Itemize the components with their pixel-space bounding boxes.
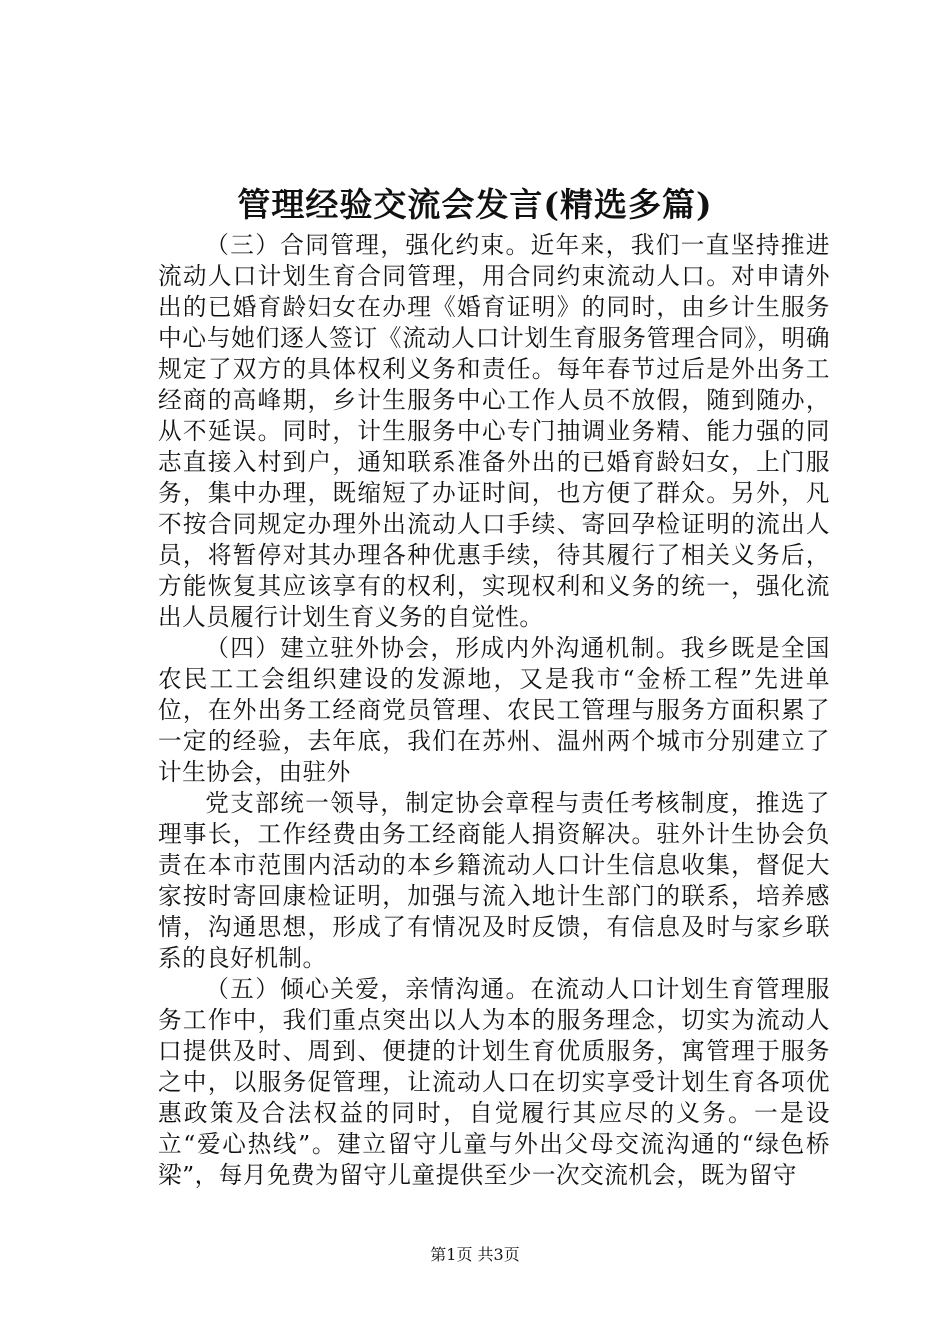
paragraph-care-communication: （五）倾心关爱，亲情沟通。在流动人口计划生育管理服务工作中，我们重点突出以人为本的服务理念，切实为流动人口提供及时、周到、便捷的计划生育优质服务，寓管理于服务之中，以服务促管理，让流动人口在切实享受计划生育各项优惠政策及合法权益的同时，自觉履行其应尽的义务。一是设立“爱心热线”。建立留守儿童与外出父母交流沟通的“绿色桥梁”，每月免费为留守儿童提供至少一次交流机会，既为留守 xyxy=(158,975,830,1189)
paragraph-contract-management: （三）合同管理，强化约束。近年来，我们一直坚持推进流动人口计划生育合同管理，用合同约束流动人口。对申请外出的已婚育龄妇女在办理《婚育证明》的同时，由乡计生服务中心与她们逐人签订《流动人口计划生育服务管理合同》，明确规定了双方的具体权利义务和责任。每年春节过后是外出务工经商的高峰期，乡计生服务中心工作人员不放假，随到随办，从不延误。同时，计生服务中心专门抽调业务精、能力强的同志直接入村到户，通知联系准备外出的已婚育龄妇女，上门服务，集中办理，既缩短了办证时间，也方便了群众。另外，凡不按合同规定办理外出流动人口手续、寄回孕检证明的流出人员，将暂停对其办理各种优惠手续，待其履行了相关义务后，方能恢复其应该享有的权利，实现权利和义务的统一，强化流出人员履行计划生育义务的自觉性。 xyxy=(158,231,830,631)
paragraph-overseas-association: （四）建立驻外协会，形成内外沟通机制。我乡既是全国农民工工会组织建设的发源地，又是我市“金桥工程”先进单位，在外出务工经商党员管理、农民工管理与服务方面积累了一定的经验，去年底，我们在苏州、温州两个城市分别建立了计生协会，由驻外 xyxy=(158,634,830,786)
document-title: 管理经验交流会发言(精选多篇) xyxy=(237,185,713,224)
paragraph-party-branch-leadership: 党支部统一领导，制定协会章程与责任考核制度，推选了理事长，工作经费由务工经商能人捐资解决。驻外计生协会负责在本市范围内活动的本乡籍流动人口计生信息收集，督促大家按时寄回康检证明，加强与流入地计生部门的联系，培养感情，沟通思想，形成了有情况及时反馈，有信息及时与家乡联系的良好机制。 xyxy=(158,789,830,972)
document-body xyxy=(158,230,830,1191)
page-number-footer: 第1页 共3页 xyxy=(430,1245,520,1264)
